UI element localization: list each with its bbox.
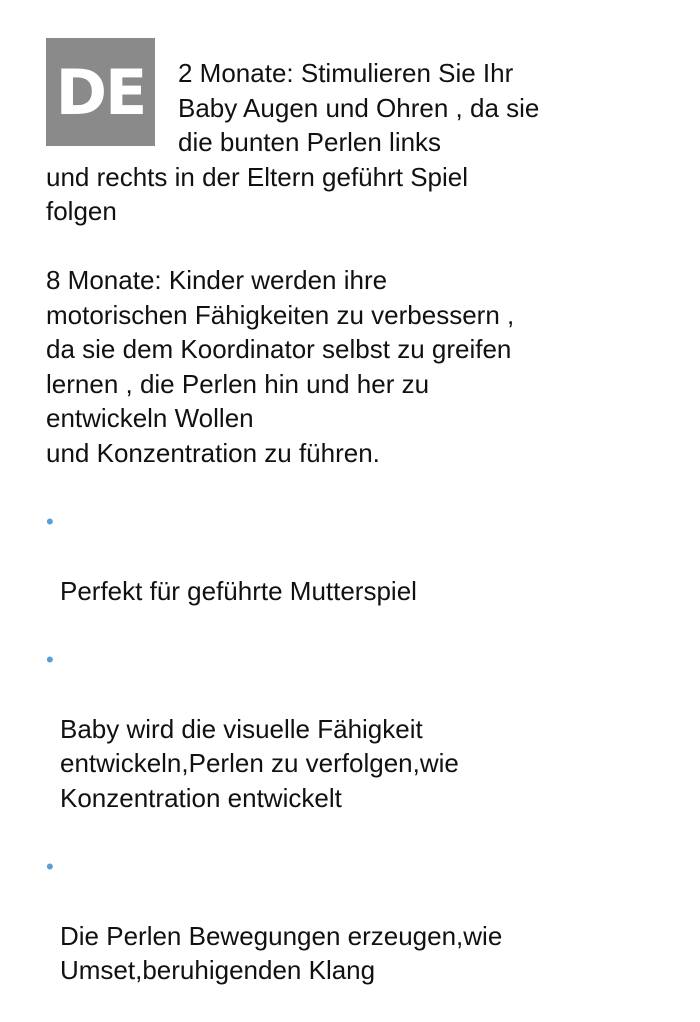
feature-list	[46, 505, 676, 1022]
language-badge-de: DE	[46, 38, 155, 146]
product-description	[46, 56, 676, 1022]
feature-list-item	[46, 850, 676, 1022]
feature-text: Perfekt für geführte Mutterspiel	[60, 574, 676, 609]
feature-text: Baby wird die visuelle Fähigkeit entwickeln,Perlen zu verfolgen,wie Konzentration entwickelt	[60, 712, 676, 816]
feature-list-item	[46, 643, 676, 850]
badge-spacer	[46, 56, 178, 156]
paragraph-2-months: 2 Monate: Stimulieren Sie Ihr Baby Augen und Ohren , da sie die bunten Perlen links und rechts in der Eltern geführt Spiel folgen	[46, 56, 676, 229]
paragraph-gap	[46, 470, 676, 505]
bullet-icon: •	[46, 850, 54, 885]
paragraph-8-months: 8 Monate: Kinder werden ihre motorischen Fähigkeiten zu verbessern , da sie dem Koordinator selbst zu greifen lernen , die Perlen hin und her zu entwickeln Wollen und Konzentration zu führen.	[46, 263, 676, 470]
paragraph-gap	[46, 229, 676, 264]
feature-text: Die Perlen Bewegungen erzeugen,wie Umset,beruhigenden Klang	[60, 919, 676, 988]
bullet-icon: •	[46, 505, 54, 540]
bullet-icon: •	[46, 643, 54, 678]
feature-list-item	[46, 505, 676, 643]
